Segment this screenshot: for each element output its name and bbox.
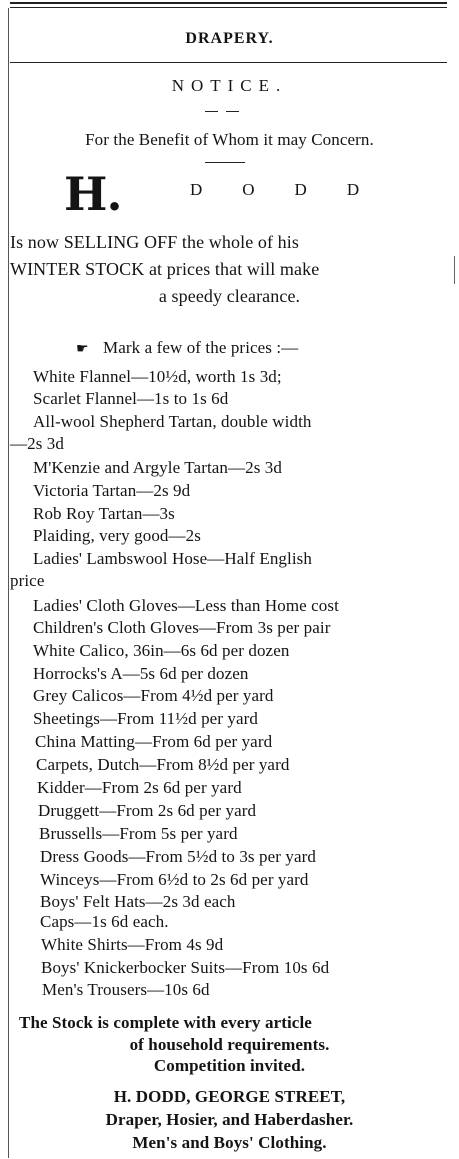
price-item: price [10, 571, 45, 590]
dash-divider [226, 111, 239, 112]
top-rule [10, 2, 447, 4]
price-item: White Calico, 36in—6s 6d per dozen [33, 641, 290, 660]
price-item: Caps—1s 6d each. [40, 912, 169, 931]
price-item: Boys' Felt Hats—2s 3d each [40, 892, 236, 911]
price-item: Children's Cloth Gloves—From 3s per pair [33, 618, 331, 637]
closing-line: of household requirements. [129, 1035, 330, 1054]
price-item: All-wool Shepherd Tartan, double width [33, 412, 312, 431]
notice-benefit: For the Benefit of Whom it may Concern. [85, 130, 374, 149]
price-item: Carpets, Dutch—From 8½d per yard [36, 755, 290, 774]
price-item: Men's Trousers—10s 6d [42, 980, 210, 999]
price-item: Horrocks's A—5s 6d per dozen [33, 664, 249, 683]
advertiser-surname: DODD [190, 180, 400, 199]
right-margin-mark [454, 256, 455, 284]
mark-line: Mark a few of the prices :— [103, 338, 299, 357]
price-item: White Shirts—From 4s 9d [41, 935, 224, 954]
price-item: M'Kenzie and Argyle Tartan—2s 3d [33, 458, 283, 477]
price-item: Druggett—From 2s 6d per yard [38, 801, 257, 820]
intro-line: a speedy clearance. [158, 286, 301, 306]
price-item: Boys' Knickerbocker Suits—From 10s 6d [41, 958, 330, 977]
price-item: Scarlet Flannel—1s to 1s 6d [33, 389, 229, 408]
price-item: —2s 3d [10, 434, 64, 453]
top-rule-thin [10, 7, 447, 8]
notice-title: NOTICE. [171, 76, 288, 95]
closing-line: Men's and Boys' Clothing. [132, 1133, 327, 1152]
closing-line: The Stock is complete with every article [19, 1013, 312, 1032]
pointing-hand-icon: ☛ [76, 341, 89, 357]
advertiser-address: H. DODD, GEORGE STREET, [113, 1087, 346, 1106]
dash-divider [205, 111, 218, 112]
price-item: White Flannel—10½d, worth 1s 3d; [33, 367, 282, 386]
price-item: Ladies' Cloth Gloves—Less than Home cost [33, 596, 339, 615]
section-title: DRAPERY. [185, 30, 274, 47]
dash-divider [205, 162, 245, 163]
price-item: Sheetings—From 11½d per yard [33, 709, 259, 728]
section-rule [10, 62, 447, 63]
price-item: Rob Roy Tartan—3s [33, 504, 175, 523]
advertiser-initial: H. [64, 167, 122, 221]
intro-line: Is now SELLING OFF the whole of his [10, 232, 299, 252]
price-item: Grey Calicos—From 4½d per yard [33, 686, 274, 705]
price-item: Plaiding, very good—2s [33, 526, 201, 545]
price-item: Ladies' Lambswool Hose—Half English [33, 549, 312, 568]
price-item: Victoria Tartan—2s 9d [33, 481, 191, 500]
price-item: Kidder—From 2s 6d per yard [37, 778, 242, 797]
price-item: Brussells—From 5s per yard [39, 824, 238, 843]
closing-line: Draper, Hosier, and Haberdasher. [105, 1110, 354, 1129]
price-item: China Matting—From 6d per yard [35, 732, 273, 751]
column-margin-line [8, 8, 9, 1158]
price-item: Winceys—From 6½d to 2s 6d per yard [40, 870, 309, 889]
price-item: Dress Goods—From 5½d to 3s per yard [40, 847, 316, 866]
closing-line: Competition invited. [153, 1056, 306, 1075]
intro-line: WINTER STOCK at prices that will make [10, 259, 320, 279]
